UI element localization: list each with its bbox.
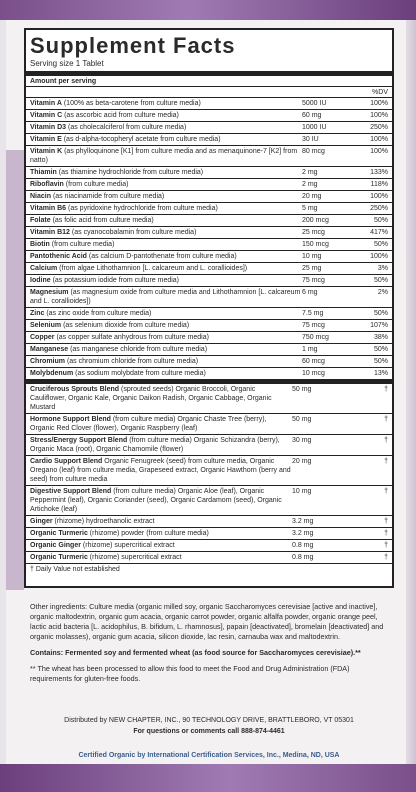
nutrient-desc: (as thiamine hydrochloride from culture media) (56, 169, 204, 176)
nutrient-dv: 133% (370, 169, 388, 176)
amount-header-row (26, 76, 392, 87)
blend-text (30, 436, 292, 454)
wheat-note: ** The wheat has been processed to allow this food to meet the Food and Drug Administration (FDA) requirements for gluten-free foods. (30, 664, 350, 683)
nutrient-label: Pantothenic Acid (30, 253, 87, 260)
blend-amount: 3.2 mg (292, 518, 314, 525)
nutrient-name (30, 180, 302, 189)
nutrient-amount: 2 mg (302, 181, 318, 188)
nutrient-label: Vitamin E (30, 136, 62, 143)
blend-desc: (rhizome) powder (from culture media) (87, 530, 209, 537)
blend-row (26, 540, 392, 552)
nutrient-label: Selenium (30, 322, 62, 329)
blend-name: Stress/Energy Support Blend (30, 437, 128, 444)
blend-dv: † (384, 542, 388, 549)
nutrient-name (30, 204, 302, 213)
nutrient-name (30, 228, 302, 237)
nutrient-amount: 20 mg (302, 193, 322, 200)
nutrient-label: Vitamin B6 (30, 205, 67, 212)
nutrient-dv: 250% (370, 205, 388, 212)
nutrient-dv: 107% (370, 322, 388, 329)
nutrient-desc: (as niacinamide from culture media) (51, 193, 165, 200)
nutrient-row (26, 167, 392, 179)
blend-name: Hormone Support Blend (30, 416, 111, 423)
nutrient-row (26, 356, 392, 368)
blend-desc: (rhizome) supercritical extract (80, 542, 175, 549)
nutrient-name (30, 288, 302, 306)
nutrient-amount: 80 mcg (302, 148, 325, 155)
nutrient-desc: (as sodium molybdate from culture media) (73, 370, 206, 377)
nutrient-label: Vitamin C (30, 112, 63, 119)
blend-desc: Organic Fenugreek (seed) from culture media, Organic Oregano (leaf) from culture media, Grapeseed extract, Organic Hawthorn (berry and seed) from culture media (30, 458, 291, 483)
nutrient-amount: 750 mcg (302, 334, 329, 341)
nutrient-desc: (from culture media) (49, 241, 115, 248)
blend-amount: 50 mg (292, 416, 312, 423)
nutrient-row (26, 344, 392, 356)
blend-list (26, 384, 392, 564)
nutrient-row (26, 146, 392, 167)
blend-dv: † (384, 554, 388, 561)
nutrient-dv: 100% (370, 112, 388, 119)
blend-dv: † (384, 488, 388, 495)
nutrient-dv: 50% (373, 241, 388, 248)
blend-name: Ginger (30, 518, 53, 525)
nutrient-label: Copper (30, 334, 55, 341)
blend-dv: † (384, 458, 388, 465)
nutrient-row (26, 215, 392, 227)
blend-text (30, 415, 292, 433)
blend-name: Organic Ginger (30, 542, 81, 549)
blend-amount: 50 mg (292, 386, 312, 393)
nutrient-row (26, 308, 392, 320)
nutrient-label: Calcium (30, 265, 58, 272)
nutrient-name (30, 333, 302, 342)
nutrient-desc: (as selenium dioxide from culture media) (61, 322, 190, 329)
nutrient-label: Zinc (30, 310, 45, 317)
nutrient-amount: 10 mg (302, 253, 322, 260)
nutrient-amount: 25 mg (302, 265, 322, 272)
nutrient-name (30, 345, 302, 354)
nutrient-label: Vitamin D3 (30, 124, 67, 131)
nutrient-name (30, 216, 302, 225)
nutrient-amount: 2 mg (302, 169, 318, 176)
nutrient-desc: (100% as beta-carotene from culture media) (61, 100, 201, 107)
nutrient-dv: 50% (373, 358, 388, 365)
nutrient-label: Biotin (30, 241, 50, 248)
nutrient-label: Folate (30, 217, 51, 224)
nutrient-amount: 7.5 mg (302, 310, 324, 317)
nutrient-row (26, 275, 392, 287)
nutrient-label: Thiamin (30, 169, 57, 176)
blend-amount: 0.8 mg (292, 542, 314, 549)
nutrient-label: Vitamin B12 (30, 229, 70, 236)
panel-title: Supplement Facts (30, 33, 236, 58)
nutrient-name (30, 111, 302, 120)
blend-desc: (rhizome) supercritical extract (87, 554, 182, 561)
nutrient-amount: 1 mg (302, 346, 318, 353)
nutrient-amount: 75 mcg (302, 322, 325, 329)
other-ingredients-section (30, 602, 390, 690)
nutrient-row (26, 134, 392, 146)
nutrient-desc: (as zinc oxide from culture media) (44, 310, 152, 317)
nutrient-dv: 50% (373, 277, 388, 284)
nutrient-desc: (as manganese chloride from culture media) (68, 346, 208, 353)
nutrient-desc: (as copper sulfate anhydrous from culture media) (54, 334, 209, 341)
blend-row (26, 516, 392, 528)
nutrient-dv: 118% (370, 181, 388, 188)
nutrient-amount: 5000 IU (302, 100, 327, 107)
blend-dv: † (384, 416, 388, 423)
dv-note: † Daily Value not established (30, 566, 120, 573)
nutrient-row (26, 227, 392, 239)
blend-text (30, 457, 292, 484)
blend-text (30, 529, 292, 538)
amount-header: Amount per serving (30, 78, 97, 85)
nutrient-amount: 1000 IU (302, 124, 327, 131)
blend-desc: (rhizome) hydroethanolic extract (52, 518, 155, 525)
blend-text (30, 487, 292, 514)
serving-size: Serving size 1 Tablet (30, 59, 104, 68)
nutrient-desc: (as phylloquinone [K1] from culture media and as menaquinone-7 [K2] from natto) (30, 148, 298, 164)
nutrient-name (30, 135, 302, 144)
nutrient-amount: 5 mg (302, 205, 318, 212)
blend-dv: † (384, 530, 388, 537)
nutrient-dv: 100% (370, 148, 388, 155)
nutrient-amount: 6 mg (302, 289, 318, 296)
nutrient-desc: (as cholecalciferol from culture media) (66, 124, 187, 131)
distributor-line: Distributed by NEW CHAPTER, INC., 90 TECHNOLOGY DRIVE, BRATTLEBORO, VT 05301 (64, 717, 354, 724)
blend-amount: 20 mg (292, 458, 312, 465)
nutrient-label: Vitamin A (30, 100, 62, 107)
nutrient-amount: 150 mcg (302, 241, 329, 248)
blend-desc: (sprouted seeds) Organic Broccoli, Organic Cauliflower, Organic Kale, Organic Daikon Radish, Organic Cabbage, Organic Mustard (30, 386, 272, 411)
nutrient-row (26, 320, 392, 332)
nutrient-amount: 10 mcg (302, 370, 325, 377)
nutrient-row (26, 110, 392, 122)
nutrient-label: Manganese (30, 346, 69, 353)
nutrient-amount: 25 mcg (302, 229, 325, 236)
nutrient-name (30, 276, 302, 285)
nutrient-desc: (from culture media) (63, 181, 129, 188)
nutrient-name (30, 147, 302, 165)
nutrient-label: Molybdenum (30, 370, 74, 377)
blend-desc: (from culture media) Organic Chaste Tree (berry), Organic Red Clover (flower), Organic Raspberry (leaf) (30, 416, 267, 432)
blend-text (30, 385, 292, 412)
nutrient-label: Chromium (30, 358, 65, 365)
nutrient-amount: 75 mcg (302, 277, 325, 284)
bottom-purple-band (0, 764, 416, 792)
nutrient-dv: 38% (373, 334, 388, 341)
nutrient-dv: 50% (373, 310, 388, 317)
blend-desc: (from culture media) Organic Aloe (leaf), Organic Peppermint (leaf), Organic Coriander (seed), Organic Cardamom (seed), Organic Artichoke (leaf) (30, 488, 282, 513)
nutrient-amount: 60 mg (302, 112, 322, 119)
nutrient-row (26, 179, 392, 191)
nutrient-row (26, 263, 392, 275)
nutrient-label: Magnesium (30, 289, 69, 296)
nutrient-name (30, 168, 302, 177)
blend-amount: 3.2 mg (292, 530, 314, 537)
nutrient-row (26, 251, 392, 263)
nutrient-name (30, 99, 302, 108)
blend-text (30, 517, 292, 526)
blend-dv: † (384, 518, 388, 525)
nutrient-row (26, 368, 392, 380)
nutrient-desc: (from algae Lithothamnion [L. calcareum and L. corallioides]) (57, 265, 248, 272)
nutrient-dv: 100% (370, 253, 388, 260)
nutrient-dv: 100% (370, 100, 388, 107)
questions-line: For questions or comments call 888-874-4461 (133, 728, 285, 735)
nutrient-name (30, 123, 302, 132)
nutrient-row (26, 191, 392, 203)
nutrient-name (30, 240, 302, 249)
blend-text (30, 541, 292, 550)
nutrient-desc: (as ascorbic acid from culture media) (62, 112, 179, 119)
supplement-facts-panel (24, 28, 394, 588)
nutrient-label: Niacin (30, 193, 52, 200)
nutrient-label: Iodine (30, 277, 51, 284)
blend-dv: † (384, 386, 388, 393)
nutrient-dv: 100% (370, 193, 388, 200)
blend-row (26, 552, 392, 564)
nutrient-row (26, 98, 392, 110)
blend-amount: 30 mg (292, 437, 312, 444)
nutrient-name (30, 252, 302, 261)
blend-row (26, 486, 392, 516)
nutrient-row (26, 239, 392, 251)
nutrient-name (30, 357, 302, 366)
blend-name: Cruciferous Sprouts Blend (30, 386, 120, 393)
nutrient-row (26, 122, 392, 134)
blend-row (26, 528, 392, 540)
nutrient-dv: 250% (370, 124, 388, 131)
blend-name: Organic Turmeric (30, 530, 88, 537)
blend-row (26, 414, 392, 435)
nutrient-desc: (as cyanocobalamin from culture media) (69, 229, 197, 236)
nutrient-amount: 60 mcg (302, 358, 325, 365)
nutrient-dv: 3% (377, 265, 388, 272)
nutrient-list (26, 98, 392, 380)
nutrient-dv: 50% (373, 346, 388, 353)
nutrient-amount: 30 IU (302, 136, 319, 143)
nutrient-name (30, 369, 302, 378)
nutrient-name (30, 192, 302, 201)
blend-text (30, 553, 292, 562)
blend-row (26, 435, 392, 456)
blend-row (26, 384, 392, 414)
blend-amount: 10 mg (292, 488, 312, 495)
dv-header: %DV (26, 87, 392, 98)
nutrient-row (26, 287, 392, 308)
nutrient-desc: (as pyridoxine hydrochloride from culture media) (66, 205, 218, 212)
blend-name: Organic Turmeric (30, 554, 88, 561)
nutrient-label: Vitamin K (30, 148, 63, 155)
nutrient-dv: 417% (370, 229, 388, 236)
nutrient-name (30, 309, 302, 318)
blend-row (26, 456, 392, 486)
top-purple-band (0, 0, 416, 20)
blend-desc: (from culture media) Organic Schizandra (berry), Organic Maca (root), Organic Chamomile (flower) (30, 437, 280, 453)
blend-dv: † (384, 437, 388, 444)
certification-line: Certified Organic by International Certification Services, Inc., Medina, ND, USA (78, 752, 340, 759)
allergen-statement: Contains: Fermented soy and fermented wheat (as food source for Saccharomyces cerevisiae).** (30, 648, 361, 657)
nutrient-desc: (as chromium chloride from culture media) (65, 358, 199, 365)
nutrient-dv: 50% (373, 217, 388, 224)
other-ingredients: Other ingredients: Culture media (organic milled soy, organic Saccharomyces cerevisiae [active and inactive], organic maltodextrin, organic gum acacia, organic carrot powder, organic alfalfa powder, organic orange peel, lactic acid bacteria [L. acidophilus, B. bifidum, L. rhamnosus], papain [deactivated], bromelain [deactivated] and organic molasses), organic gum acacia, silicon dioxide, lac resin, carnauba wax and maltodextrin. (30, 602, 384, 641)
nutrient-dv: 13% (373, 370, 388, 377)
nutrient-desc: (as d-alpha-tocopheryl acetate from culture media) (61, 136, 221, 143)
nutrient-name (30, 321, 302, 330)
nutrient-desc: (as magnesium oxide from culture media and Lithothamnion [L. calcareum and L. corallioides]) (30, 289, 301, 305)
nutrient-desc: (as calcium D-pantothenate from culture media) (86, 253, 237, 260)
nutrient-desc: (as folic acid from culture media) (50, 217, 154, 224)
nutrient-row (26, 332, 392, 344)
nutrient-dv: 100% (370, 136, 388, 143)
nutrient-amount: 200 mcg (302, 217, 329, 224)
nutrient-dv: 2% (377, 289, 388, 296)
right-edge (406, 20, 416, 764)
nutrient-label: Riboflavin (30, 181, 64, 188)
nutrient-row (26, 203, 392, 215)
blend-name: Digestive Support Blend (30, 488, 112, 495)
nutrient-name (30, 264, 302, 273)
blend-name: Cardio Support Blend (30, 458, 103, 465)
nutrient-desc: (as potassium iodide from culture media) (50, 277, 180, 284)
left-purple-shade (6, 150, 24, 590)
blend-amount: 0.8 mg (292, 554, 314, 561)
